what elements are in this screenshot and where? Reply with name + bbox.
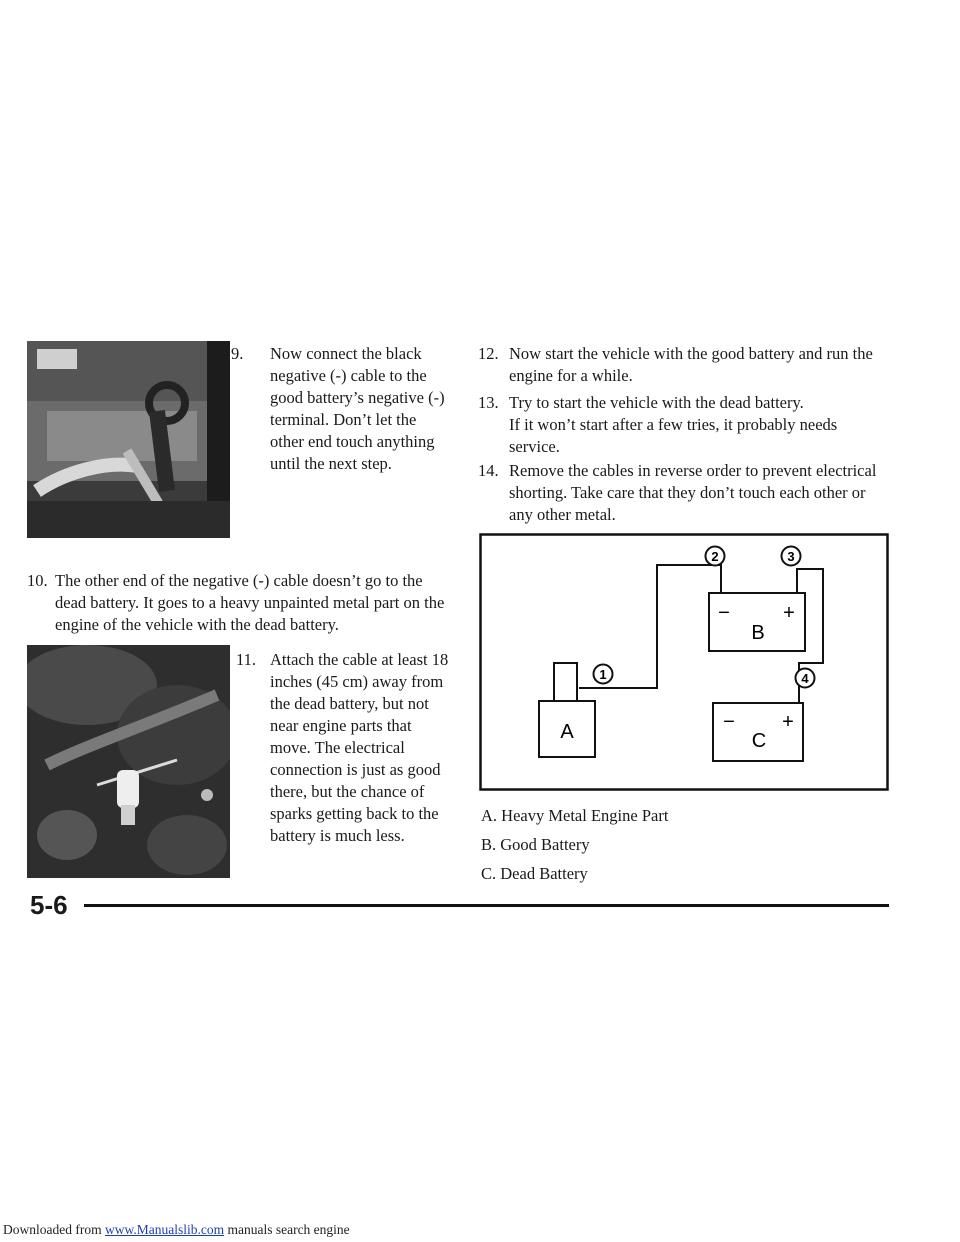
box-a bbox=[539, 701, 595, 757]
jumper-cable-diagram bbox=[479, 533, 889, 791]
step-text: Now start the vehicle with the good battery and run the engine for a while. bbox=[509, 344, 873, 385]
svg-text:1: 1 bbox=[599, 667, 607, 682]
step-number: 12. bbox=[478, 344, 499, 363]
step-12 bbox=[478, 343, 893, 387]
callout-4 bbox=[796, 669, 815, 688]
diagram-legend bbox=[481, 805, 881, 885]
box-c-label: C bbox=[751, 730, 767, 752]
engine-ground-photo bbox=[27, 645, 230, 878]
box-c-minus: − bbox=[723, 711, 735, 733]
svg-text:3: 3 bbox=[787, 549, 795, 564]
legend-item-b: B. Good Battery bbox=[481, 835, 590, 854]
step-number: 11. bbox=[236, 650, 257, 669]
step-9 bbox=[231, 343, 446, 475]
svg-text:2: 2 bbox=[711, 549, 719, 564]
step-number: 14. bbox=[478, 461, 499, 480]
step-11 bbox=[236, 649, 451, 847]
manualslib-link[interactable]: www.Manualslib.com bbox=[104, 1222, 225, 1237]
engine-ground-illustration bbox=[27, 645, 230, 878]
box-c bbox=[713, 703, 803, 761]
step-text: Attach the cable at least 18 inches (45 cm) away from the dead battery, but not near engine parts that move. The electrical connection is just as good there, but the chance of sparks getting back to the battery is much less. bbox=[270, 650, 449, 845]
page-rule bbox=[84, 904, 889, 907]
step-text: Try to start the vehicle with the dead battery. bbox=[509, 393, 804, 412]
step-13 bbox=[478, 392, 893, 458]
step-14 bbox=[478, 460, 893, 526]
callout-1 bbox=[594, 665, 613, 684]
step-text: Now connect the black negative (-) cable to the good battery’s negative (-) terminal. Don’t let the other end touch anything until the next step. bbox=[270, 344, 445, 473]
diagram-svg bbox=[479, 533, 889, 791]
step-text-continued: If it won’t start after a few tries, it probably needs service. bbox=[509, 415, 838, 456]
download-footer bbox=[3, 1222, 350, 1238]
step-10 bbox=[27, 570, 452, 636]
step-number: 13. bbox=[478, 393, 499, 412]
callout-3 bbox=[782, 547, 801, 566]
box-b-label: B bbox=[751, 622, 765, 644]
battery-terminal-photo bbox=[27, 341, 230, 538]
step-number: 9. bbox=[231, 344, 244, 363]
box-c-plus: + bbox=[782, 711, 794, 733]
box-b-plus: + bbox=[783, 602, 795, 624]
battery-terminal-illustration bbox=[27, 341, 230, 538]
svg-text:4: 4 bbox=[801, 671, 809, 686]
step-number: 10. bbox=[27, 571, 48, 590]
step-text: The other end of the negative (-) cable doesn’t go to the dead battery. It goes to a heavy unpainted metal part on the engine of the vehicle with the dead battery. bbox=[55, 571, 445, 634]
page-number: 5-6 bbox=[30, 890, 68, 920]
legend-item-a: A. Heavy Metal Engine Part bbox=[481, 806, 669, 825]
callout-2 bbox=[706, 547, 725, 566]
step-text: Remove the cables in reverse order to prevent electrical shorting. Take care that they don’t touch each other or any other metal. bbox=[509, 461, 877, 524]
footer-suffix: manuals search engine bbox=[224, 1222, 350, 1237]
box-b bbox=[709, 593, 805, 651]
box-b-minus: − bbox=[718, 602, 730, 624]
box-a-label: A bbox=[560, 721, 574, 743]
footer-prefix: Downloaded from bbox=[3, 1222, 105, 1237]
legend-item-c: C. Dead Battery bbox=[481, 864, 588, 883]
